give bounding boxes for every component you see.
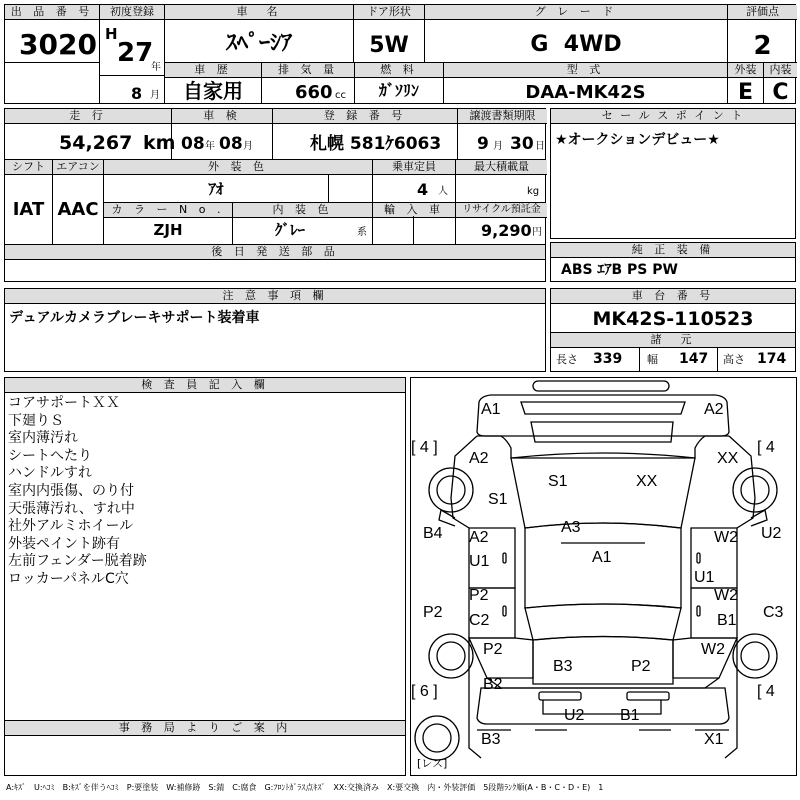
remark-line: ロッカーパネルC穴 bbox=[8, 570, 129, 587]
mark-xx-windshield: XX bbox=[636, 473, 658, 490]
interior-color-label: 内 装 色 bbox=[233, 203, 372, 218]
displacement-label: 排 気 量 bbox=[262, 63, 354, 78]
door-type: 5W bbox=[369, 33, 409, 58]
lot-number-label: 出 品 番 号 bbox=[5, 5, 99, 20]
mark-p2-hatch: P2 bbox=[631, 658, 651, 675]
max-load-label: 最大積載量 bbox=[456, 160, 547, 175]
max-load-unit: kg bbox=[527, 186, 540, 197]
inspector-section bbox=[4, 377, 406, 776]
car-name: ｽﾍﾟｰｼｱ bbox=[225, 31, 292, 56]
history: 自家用 bbox=[183, 79, 243, 103]
mark-c3-right: C3 bbox=[763, 604, 784, 621]
equipment-label: 純 正 装 備 bbox=[551, 243, 795, 258]
mileage-label: 走 行 bbox=[5, 109, 171, 124]
plate: 札幌 581ｹ6063 bbox=[310, 134, 442, 154]
transfer-label: 譲渡書類期限 bbox=[458, 109, 547, 124]
length-label: 長さ bbox=[556, 353, 578, 366]
mark-s1-left: S1 bbox=[488, 491, 508, 508]
mark-p2-left-side: P2 bbox=[423, 604, 443, 621]
inspection-year-unit: 年 bbox=[205, 141, 215, 152]
width: 147 bbox=[679, 351, 709, 367]
mark-b3-bottom: B3 bbox=[481, 731, 501, 748]
mark-u1-left: U1 bbox=[469, 553, 490, 570]
tread-front-left: [ 4 ] bbox=[411, 439, 438, 456]
tread-front-right: [ 4 bbox=[757, 439, 775, 456]
mark-w2-rear-door-right: W2 bbox=[714, 587, 738, 604]
displacement-unit: cc bbox=[335, 90, 346, 101]
remark-line: 下廻りＳ bbox=[8, 412, 64, 429]
interior-grade: C bbox=[772, 80, 789, 105]
shift: IAT bbox=[12, 199, 45, 220]
history-label: 車 歴 bbox=[165, 63, 261, 78]
car-name-label: 車 名 bbox=[165, 5, 353, 20]
mark-w2-door-right: W2 bbox=[714, 529, 738, 546]
notes-label: 注 意 事 項 欄 bbox=[5, 289, 545, 304]
mark-b3-hatch: B3 bbox=[553, 658, 573, 675]
sales-point: ★オークションデビュー★ bbox=[555, 132, 720, 148]
exterior-grade: E bbox=[737, 80, 754, 105]
mark-b4: B4 bbox=[423, 525, 443, 542]
inspector-remarks bbox=[8, 395, 147, 589]
mark-a2-door-left: A2 bbox=[469, 529, 489, 546]
mark-a3: A3 bbox=[561, 519, 581, 536]
plate-label: 登 録 番 号 bbox=[273, 109, 457, 124]
mark-u2-right: U2 bbox=[761, 525, 782, 542]
score-label: 評価点 bbox=[728, 5, 797, 20]
displacement: 660 bbox=[295, 82, 333, 103]
width-label: 幅 bbox=[647, 353, 658, 366]
notes-section bbox=[4, 288, 546, 372]
inspection-label: 車 検 bbox=[172, 109, 272, 124]
registration-year: 27 bbox=[117, 38, 154, 68]
transfer-day: 30 bbox=[510, 134, 534, 154]
office-label: 事 務 局 よ り ご 案 内 bbox=[5, 721, 405, 736]
length: 339 bbox=[593, 351, 623, 367]
inspector-label: 検 査 員 記 入 欄 bbox=[5, 378, 405, 393]
exterior-color-label: 外 装 色 bbox=[104, 160, 372, 175]
capacity-unit: 人 bbox=[438, 186, 448, 197]
car-outline bbox=[411, 378, 795, 774]
grade-label: グ レ ー ド bbox=[425, 5, 727, 20]
later-parts-label: 後 日 発 送 部 品 bbox=[5, 245, 545, 260]
mark-b2-rear: B2 bbox=[483, 676, 503, 693]
mark-x1-bottom: X1 bbox=[704, 731, 724, 748]
sales-point-section bbox=[550, 108, 796, 239]
height-label: 高さ bbox=[723, 353, 745, 366]
color-number: ZJH bbox=[153, 221, 183, 239]
chassis-section bbox=[550, 288, 796, 372]
chassis-label: 車 台 番 号 bbox=[551, 289, 795, 304]
month-unit: 月 bbox=[150, 90, 160, 101]
lot-number: 3020 bbox=[19, 28, 97, 61]
remark-line: コアサポートＸＸ bbox=[8, 395, 120, 411]
sales-point-label: セ ー ル ス ポ イ ン ト bbox=[551, 109, 795, 124]
mileage: 54,267 bbox=[59, 132, 133, 154]
mark-p2-rear-left: P2 bbox=[483, 641, 503, 658]
header-section bbox=[4, 4, 796, 104]
year-unit: 年 bbox=[151, 62, 161, 73]
interior-color-suffix: 系 bbox=[357, 227, 367, 238]
inspection-month-unit: 月 bbox=[243, 141, 253, 152]
mark-b1-right: B1 bbox=[717, 612, 737, 629]
remark-line: 天張薄汚れ、すれ中 bbox=[8, 500, 135, 517]
remark-line: ハンドルすれ bbox=[8, 465, 92, 482]
fuel: ｶﾞｿﾘﾝ bbox=[378, 81, 419, 100]
color-number-label: カ ラ ー N o . bbox=[104, 203, 232, 218]
mark-u2-bumper: U2 bbox=[564, 707, 585, 724]
tread-rear-left: [ 6 ] bbox=[411, 683, 438, 700]
mark-a2-hood-left: A2 bbox=[469, 450, 489, 467]
score: 2 bbox=[753, 31, 772, 61]
exterior-color: ｱｵ bbox=[208, 180, 224, 198]
recycle-fee: 9,290 bbox=[481, 221, 532, 240]
transfer-month: 9 bbox=[477, 134, 489, 154]
remark-line: 外装ペイント跡有 bbox=[8, 535, 120, 552]
interior-grade-label: 内装 bbox=[764, 63, 797, 78]
chassis-number: MK42S-110523 bbox=[592, 308, 754, 330]
capacity: 4 bbox=[417, 180, 429, 199]
door-type-label: ドア形状 bbox=[354, 5, 424, 20]
shift-label: シフト bbox=[5, 160, 52, 175]
mark-w2-rear-right: W2 bbox=[701, 641, 725, 658]
remark-line: 左前フェンダー脱着跡 bbox=[8, 553, 147, 570]
mark-c2-left: C2 bbox=[469, 612, 490, 629]
ac-label: エアコン bbox=[53, 160, 103, 175]
grade: G 4WD bbox=[530, 32, 622, 57]
mark-b1-bumper: B1 bbox=[620, 707, 640, 724]
equipment-section bbox=[550, 242, 796, 282]
inspection-year: 08 bbox=[181, 134, 205, 154]
registration-month: 8 bbox=[131, 84, 143, 103]
inspection-month: 08 bbox=[219, 134, 243, 154]
capacity-label: 乗車定員 bbox=[373, 160, 455, 175]
model-label: 型 式 bbox=[444, 63, 727, 78]
interior-color: ｸﾞﾚｰ bbox=[275, 221, 306, 239]
remark-line: 室内内張傷、のり付 bbox=[8, 482, 134, 499]
mark-a1-left: A1 bbox=[481, 401, 501, 418]
tread-rear-right: [ 4 bbox=[757, 683, 775, 700]
era: H bbox=[105, 25, 118, 43]
vehicle-info-section bbox=[4, 108, 546, 282]
transfer-day-unit: 日 bbox=[535, 141, 545, 152]
model-code: DAA-MK42S bbox=[525, 82, 646, 103]
fuel-label: 燃 料 bbox=[355, 63, 443, 78]
height: 174 bbox=[757, 351, 787, 367]
recycle-unit: 円 bbox=[532, 227, 542, 238]
mark-a1-roof: A1 bbox=[592, 549, 612, 566]
remark-line: 社外アルミホイール bbox=[8, 518, 134, 535]
mark-u1-right: U1 bbox=[694, 569, 715, 586]
mark-xx-hood-right: XX bbox=[717, 450, 739, 467]
spare-tyre-label: [レス] bbox=[417, 757, 448, 770]
legend: A:ｷｽﾞ U:ﾍｺﾐ B:ｷｽﾞを伴うﾍｺﾐ P:要塗装 W:補修跡 S:錆 C:腐食 G:ﾌﾛﾝﾄｶﾞﾗｽ点ｷｽﾞ XX:交換済み X:要交換 内・外装評価 5段階ﾗﾝｸ順(A・B・C・D・E) 1 bbox=[6, 783, 604, 792]
mark-a2-right-top: A2 bbox=[704, 401, 724, 418]
remark-line: シートへたり bbox=[8, 447, 92, 464]
mark-s1-windshield: S1 bbox=[548, 473, 568, 490]
ac: AAC bbox=[57, 199, 99, 220]
first-registration-label: 初度登録 bbox=[100, 5, 164, 20]
mark-p2-rear-door-left: P2 bbox=[469, 587, 489, 604]
remark-line: 室内薄汚れ bbox=[8, 430, 78, 447]
recycle-label: リサイクル預託金 bbox=[456, 203, 547, 218]
exterior-grade-label: 外装 bbox=[728, 63, 763, 78]
equipment: ABS ｴｱB PS PW bbox=[561, 262, 678, 278]
import-label: 輸 入 車 bbox=[373, 203, 455, 218]
mileage-unit: km bbox=[143, 132, 176, 154]
dimensions-label: 諸 元 bbox=[551, 333, 795, 348]
car-diagram bbox=[410, 377, 797, 776]
notes: デュアルカメラブレーキサポート装着車 bbox=[9, 310, 260, 326]
transfer-month-unit: 月 bbox=[493, 141, 503, 152]
